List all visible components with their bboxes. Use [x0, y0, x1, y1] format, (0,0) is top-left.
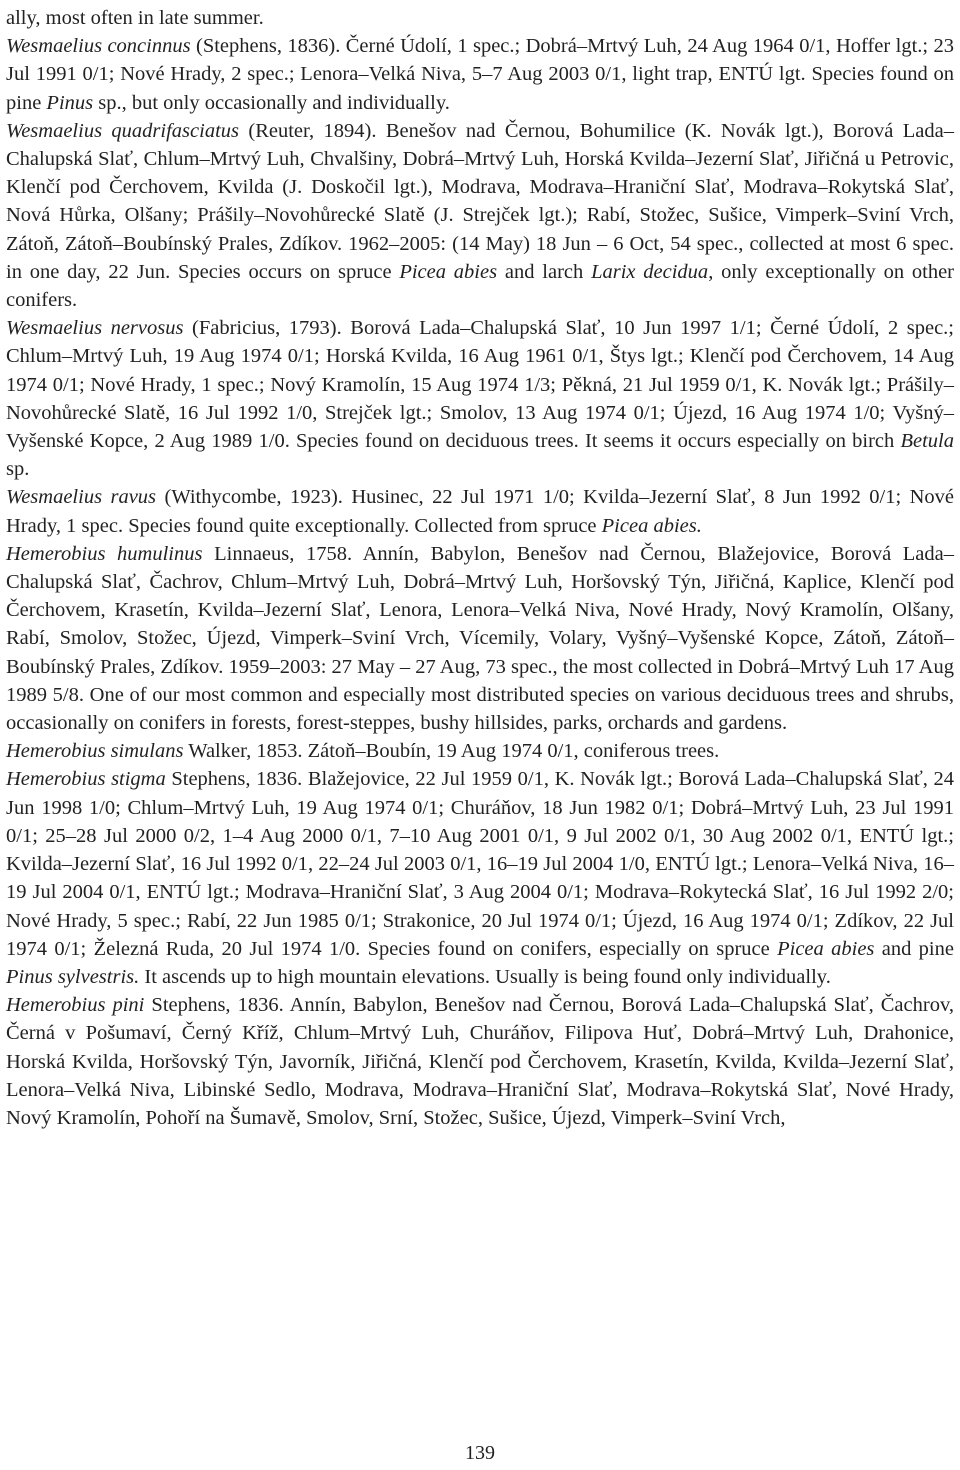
species-name: Pinus	[46, 91, 94, 114]
species-name: Wesmaelius concinnus	[6, 35, 191, 58]
paragraph-hemerobius-humulinus	[6, 540, 954, 737]
paragraph-wesmaelius-ravus	[6, 483, 954, 539]
species-name: Hemerobius simulans	[6, 740, 184, 763]
record-text: and pine	[874, 937, 954, 960]
species-name: Larix decidua	[591, 260, 709, 283]
species-name: Wesmaelius nervosus	[6, 317, 184, 340]
record-text: ally, most often in late summer.	[6, 7, 264, 29]
record-text: Linnaeus, 1758. Annín, Babylon, Benešov nad Černou, Blažejovice, Borová Lada–Chalupská Slať, Čachrov, Chlum–Mrtvý Luh, Dobrá–Mrtvý Luh, Horšovský Týn, Jiřičná, Kaplice, Klenčí pod Čerchovem, Krasetín, Kvilda–Jezerní Slať, Lenora, Lenora–Velká Niva, Nové Hrady, Nový Kramolín, Olšany, Rabí, Smolov, Stožec, Újezd, Vimperk–Sviní Vrch, Vícemily, Volary, Vyšný–Vyšenské Kopce, Zátoň, Zátoň–Boubínský Prales, Zdíkov. 1959–2003: 27 May – 27 Aug, 73 spec., the most collected in Dobrá–Mrtvý Luh 17 Aug 1989 5/8. One of our most common and especially most distributed species on various deciduous trees and shrubs, occasionally on conifers in forests, forest-steppes, bushy hillsides, parks, orchards and gardens.	[6, 542, 955, 735]
paragraph-hemerobius-pini	[6, 991, 954, 1132]
species-name: Picea abies.	[601, 514, 702, 537]
species-name: Wesmaelius quadrifasciatus	[6, 119, 239, 142]
record-text: , only exceptionally on other conifers.	[6, 260, 954, 312]
page-number: 139	[465, 1442, 495, 1464]
record-text: (Fabricius, 1793). Borová Lada–Chalupská Slať, 10 Jun 1997 1/1; Černé Údolí, 2 spec.; Chlum–Mrtvý Luh, 19 Aug 1974 0/1; Horská Kvilda, 16 Aug 1961 0/1, Štys lgt.; Klenčí pod Čerchovem, 14 Aug 1974 0/1; Nové Hrady, 1 spec.; Nový Kramolín, 15 Aug 1974 1/3; Pěkná, 21 Jul 1959 0/1, K. Novák lgt.; Prášily–Novohůrecké Slatě, 16 Jul 1992 1/0, Strejček lgt.; Smolov, 13 Aug 1974 0/1; Újezd, 16 Aug 1974 1/0; Vyšný–Vyšenské Kopce, 2 Aug 1989 1/0. Species found on deciduous trees. It seems it occurs especially on birch	[6, 317, 954, 453]
species-name: Picea abies	[777, 937, 875, 960]
record-text: Walker, 1853. Zátoň–Boubín, 19 Aug 1974 0/1, coniferous trees.	[183, 740, 720, 763]
record-text: Stephens, 1836. Blažejovice, 22 Jul 1959 0/1, K. Novák lgt.; Borová Lada–Chalupská Slať, 24 Jun 1998 1/0; Chlum–Mrtvý Luh, 19 Aug 1974 0/1; Churáňov, 18 Jun 1982 0/1; Dobrá–Mrtvý Luh, 23 Jul 1991 0/1; 25–28 Jul 2000 0/2, 1–4 Aug 2000 0/1, 7–10 Aug 2001 0/1, 9 Jul 2002 0/1, 30 Aug 2002 0/1, ENTÚ lgt.; Kvilda–Jezerní Slať, 16 Jul 1992 0/1, 22–24 Jul 2003 0/1, 16–19 Jul 2004 1/0, ENTÚ lgt.; Lenora–Velká Niva, 16–19 Jul 2004 0/1, ENTÚ lgt.; Modrava–Hraniční Slať, 3 Aug 2004 0/1; Modrava–Rokytecká Slať, 16 Jul 1992 2/0; Nové Hrady, 5 spec.; Rabí, 22 Jun 1985 0/1; Strakonice, 20 Jul 1974 0/1; Újezd, 16 Aug 1974 0/1; Zdíkov, 22 Jul 1974 0/1; Železná Ruda, 20 Jul 1974 1/0. Species found on conifers, especially on spruce	[6, 768, 955, 960]
record-text: (Reuter, 1894). Benešov nad Černou, Bohumilice (K. Novák lgt.), Borová Lada–Chalupská Slať, Chlum–Mrtvý Luh, Chvalšiny, Dobrá–Mrtvý Luh, Horská Kvilda–Jezerní Slať, Jiřičná u Petrovic, Klenčí pod Čerchovem, Kvilda (J. Doskočil lgt.), Modrava, Modrava–Hraniční Slať, Modrava–Rokytská Slať, Nová Hůrka, Olšany; Prášily–Novohůrecké Slatě (J. Strejček lgt.); Rabí, Stožec, Sušice, Vimperk–Sviní Vrch, Zátoň, Zátoň–Boubínský Prales, Zdíkov. 1962–2005: (14 May) 18 Jun – 6 Oct, 54 spec., collected at most 6 spec. in one day, 22 Jun. Species occurs on spruce	[6, 119, 955, 283]
paragraph-continuation	[6, 4, 954, 32]
record-text: Stephens, 1836. Annín, Babylon, Benešov nad Černou, Borová Lada–Chalupská Slať, Čachrov, Černá v Pošumaví, Černý Kříž, Chlum–Mrtvý Luh, Churáňov, Filipova Huť, Dobrá–Mrtvý Luh, Drahonice, Horská Kvilda, Horšovský Týn, Javorník, Jiřičná, Klenčí pod Čerchovem, Krasetín, Kvilda, Kvilda–Jezerní Slať, Lenora–Velká Niva, Libinské Sedlo, Modrava, Modrava–Hraniční Slať, Modrava–Rokytská Slať, Nové Hrady, Nový Kramolín, Pohoří na Šumavě, Smolov, Srní, Stožec, Sušice, Újezd, Vimperk–Sviní Vrch,	[6, 994, 954, 1129]
species-name: Hemerobius humulinus	[6, 542, 203, 565]
record-text: (Stephens, 1836). Černé Údolí, 1 spec.; Dobrá–Mrtvý Luh, 24 Aug 1964 0/1, Hoffer lgt.; 23 Jul 1991 0/1; Nové Hrady, 2 spec.; Lenora–Velká Niva, 5–7 Aug 2003 0/1, light trap, ENTÚ lgt. Species found on pine	[6, 35, 954, 114]
paragraph-wesmaelius-nervosus	[6, 314, 954, 483]
paragraph-wesmaelius-quadrifasciatus	[6, 117, 954, 314]
paragraph-hemerobius-simulans	[6, 737, 954, 765]
record-text: It ascends up to high mountain elevations. Usually is being found only individually.	[139, 965, 831, 988]
species-name: Hemerobius pini	[6, 994, 145, 1017]
species-name: Betula	[900, 430, 954, 453]
record-text: and larch	[497, 260, 592, 283]
species-name: Wesmaelius ravus	[6, 486, 157, 509]
paragraph-hemerobius-stigma	[6, 765, 954, 991]
record-text: sp., but only occasionally and individually.	[93, 91, 450, 114]
paragraph-wesmaelius-concinnus	[6, 32, 954, 117]
species-name: Picea abies	[399, 260, 498, 283]
record-text: (Withycombe, 1923). Husinec, 22 Jul 1971 1/0; Kvilda–Jezerní Slať, 8 Jun 1992 0/1; Nové Hrady, 1 spec. Species found quite exceptionally. Collected from spruce	[6, 486, 954, 537]
species-name: Hemerobius stigma	[6, 768, 166, 791]
species-name: Pinus sylvestris.	[6, 965, 140, 988]
body-text	[6, 4, 954, 1132]
record-text: sp.	[6, 458, 30, 481]
